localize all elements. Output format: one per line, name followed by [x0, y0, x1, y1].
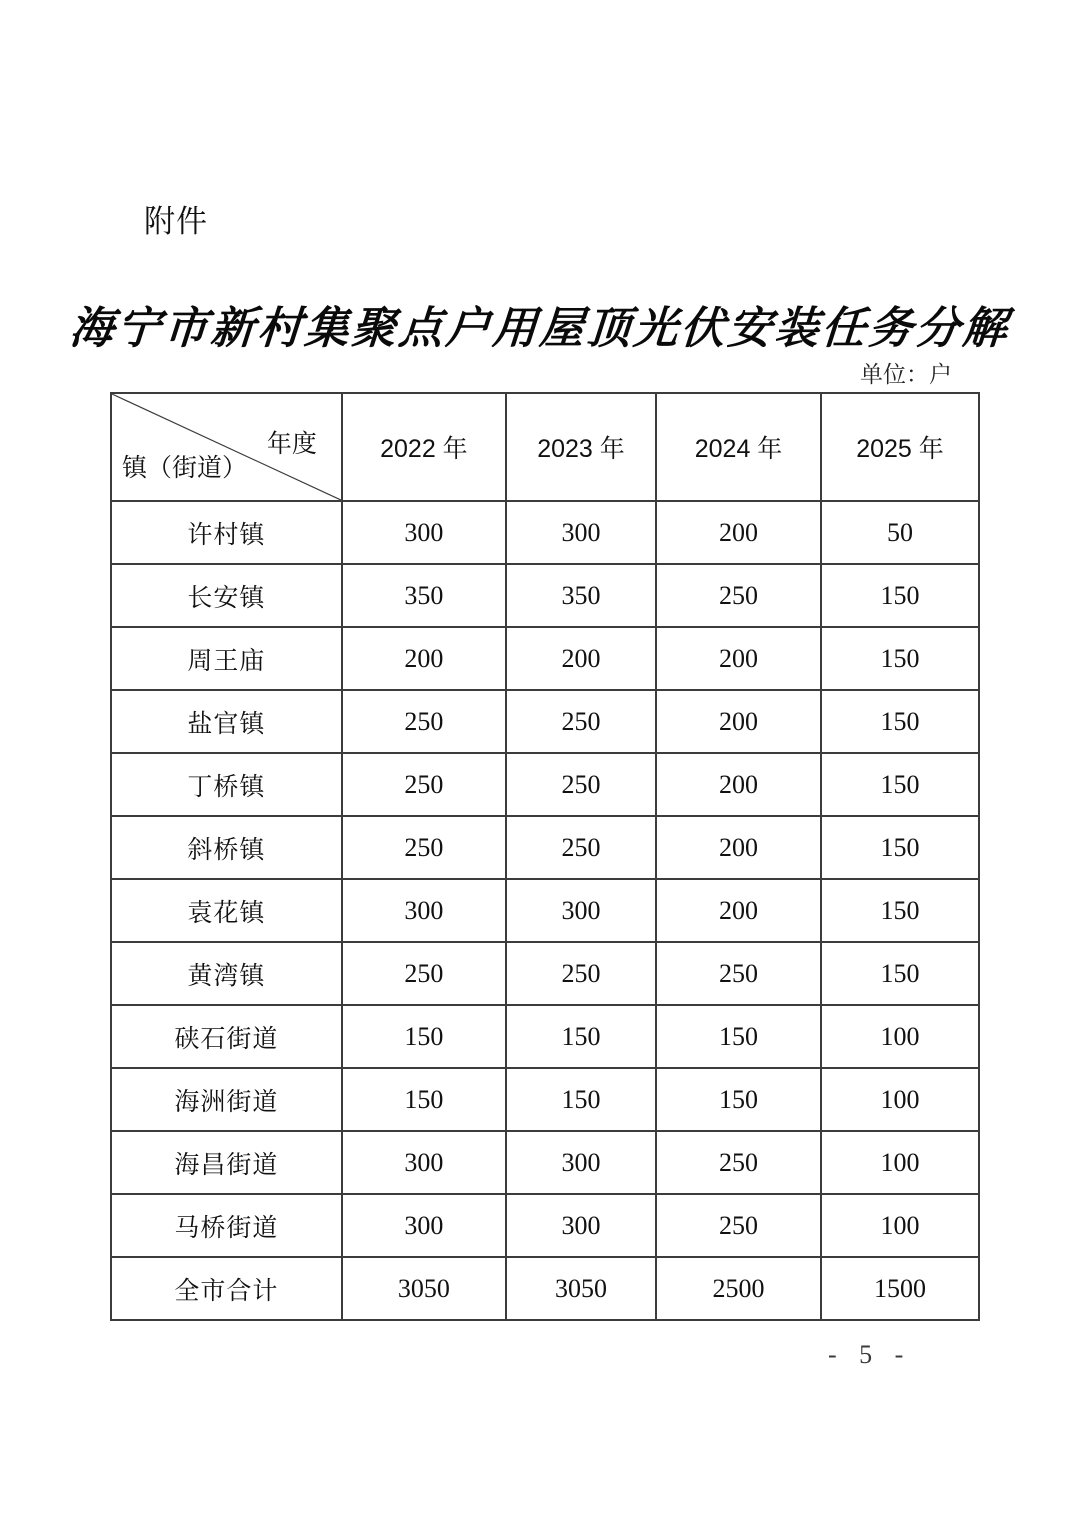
- column-header-2023: 2023 年: [506, 393, 656, 501]
- corner-year-label: 年度: [266, 430, 317, 458]
- value-cell: 3050: [342, 1257, 506, 1320]
- row-label: 许村镇: [111, 501, 342, 564]
- value-cell: 250: [342, 816, 506, 879]
- value-cell: 200: [656, 501, 821, 564]
- value-cell: 50: [821, 501, 979, 564]
- row-label: 周王庙: [111, 627, 342, 690]
- value-cell: 300: [506, 501, 656, 564]
- value-cell: 250: [656, 1194, 821, 1257]
- row-label: 海昌街道: [111, 1131, 342, 1194]
- row-label: 袁花镇: [111, 879, 342, 942]
- value-cell: 2500: [656, 1257, 821, 1320]
- table-header: [111, 393, 979, 501]
- value-cell: 100: [821, 1194, 979, 1257]
- value-cell: 300: [342, 879, 506, 942]
- column-header-2022: 2022 年: [342, 393, 506, 501]
- value-cell: 250: [656, 564, 821, 627]
- value-cell: 250: [656, 942, 821, 1005]
- value-cell: 150: [821, 564, 979, 627]
- value-cell: 250: [506, 690, 656, 753]
- value-cell: 250: [506, 753, 656, 816]
- value-cell: 150: [656, 1068, 821, 1131]
- value-cell: 300: [506, 1194, 656, 1257]
- value-cell: 300: [506, 1131, 656, 1194]
- value-cell: 150: [821, 753, 979, 816]
- row-label: 斜桥镇: [111, 816, 342, 879]
- page-title: 海宁市新村集聚点户用屋顶光伏安装任务分解: [67, 304, 1012, 353]
- row-label: 马桥街道: [111, 1194, 342, 1257]
- row-label: 黄湾镇: [111, 942, 342, 1005]
- pv-task-table: [110, 392, 980, 1321]
- value-cell: 150: [342, 1068, 506, 1131]
- value-cell: 150: [821, 879, 979, 942]
- value-cell: 300: [342, 1194, 506, 1257]
- column-header-2024: 2024 年: [656, 393, 821, 501]
- value-cell: 150: [821, 627, 979, 690]
- value-cell: 200: [656, 879, 821, 942]
- corner-header-cell: [111, 393, 342, 501]
- value-cell: 150: [821, 816, 979, 879]
- value-cell: 150: [821, 942, 979, 1005]
- table-row: [111, 1194, 979, 1257]
- table-row: [111, 942, 979, 1005]
- value-cell: 1500: [821, 1257, 979, 1320]
- unit-note: 单位：户: [860, 362, 952, 387]
- column-header-2025: 2025 年: [821, 393, 979, 501]
- header-row: [111, 393, 979, 501]
- table-row: [111, 1005, 979, 1068]
- value-cell: 250: [342, 753, 506, 816]
- table-row: [111, 690, 979, 753]
- value-cell: 250: [656, 1131, 821, 1194]
- row-label: 丁桥镇: [111, 753, 342, 816]
- value-cell: 150: [506, 1005, 656, 1068]
- value-cell: 100: [821, 1131, 979, 1194]
- value-cell: 350: [342, 564, 506, 627]
- value-cell: 200: [342, 627, 506, 690]
- value-cell: 350: [506, 564, 656, 627]
- row-label: 全市合计: [111, 1257, 342, 1320]
- value-cell: 200: [656, 627, 821, 690]
- table-row: [111, 816, 979, 879]
- corner-town-label: 镇（街道）: [122, 454, 248, 482]
- row-label: 硖石街道: [111, 1005, 342, 1068]
- value-cell: 250: [506, 942, 656, 1005]
- table-row: [111, 627, 979, 690]
- row-label: 长安镇: [111, 564, 342, 627]
- table-row: [111, 1131, 979, 1194]
- value-cell: 200: [656, 816, 821, 879]
- value-cell: 150: [506, 1068, 656, 1131]
- table-row: [111, 501, 979, 564]
- value-cell: 250: [342, 942, 506, 1005]
- value-cell: 150: [342, 1005, 506, 1068]
- value-cell: 250: [342, 690, 506, 753]
- value-cell: 100: [821, 1005, 979, 1068]
- table-row: [111, 1068, 979, 1131]
- value-cell: 300: [342, 1131, 506, 1194]
- value-cell: 300: [342, 501, 506, 564]
- value-cell: 3050: [506, 1257, 656, 1320]
- attachment-label: 附件: [144, 204, 208, 239]
- page-number: - 5 -: [828, 1340, 912, 1369]
- row-label: 盐官镇: [111, 690, 342, 753]
- row-label: 海洲街道: [111, 1068, 342, 1131]
- table-row: [111, 1257, 979, 1320]
- value-cell: 250: [506, 816, 656, 879]
- value-cell: 300: [506, 879, 656, 942]
- value-cell: 100: [821, 1068, 979, 1131]
- table-row: [111, 753, 979, 816]
- value-cell: 200: [656, 753, 821, 816]
- value-cell: 200: [656, 690, 821, 753]
- table-row: [111, 879, 979, 942]
- value-cell: 150: [821, 690, 979, 753]
- value-cell: 200: [506, 627, 656, 690]
- value-cell: 150: [656, 1005, 821, 1068]
- table-row: [111, 564, 979, 627]
- table-body: [111, 501, 979, 1320]
